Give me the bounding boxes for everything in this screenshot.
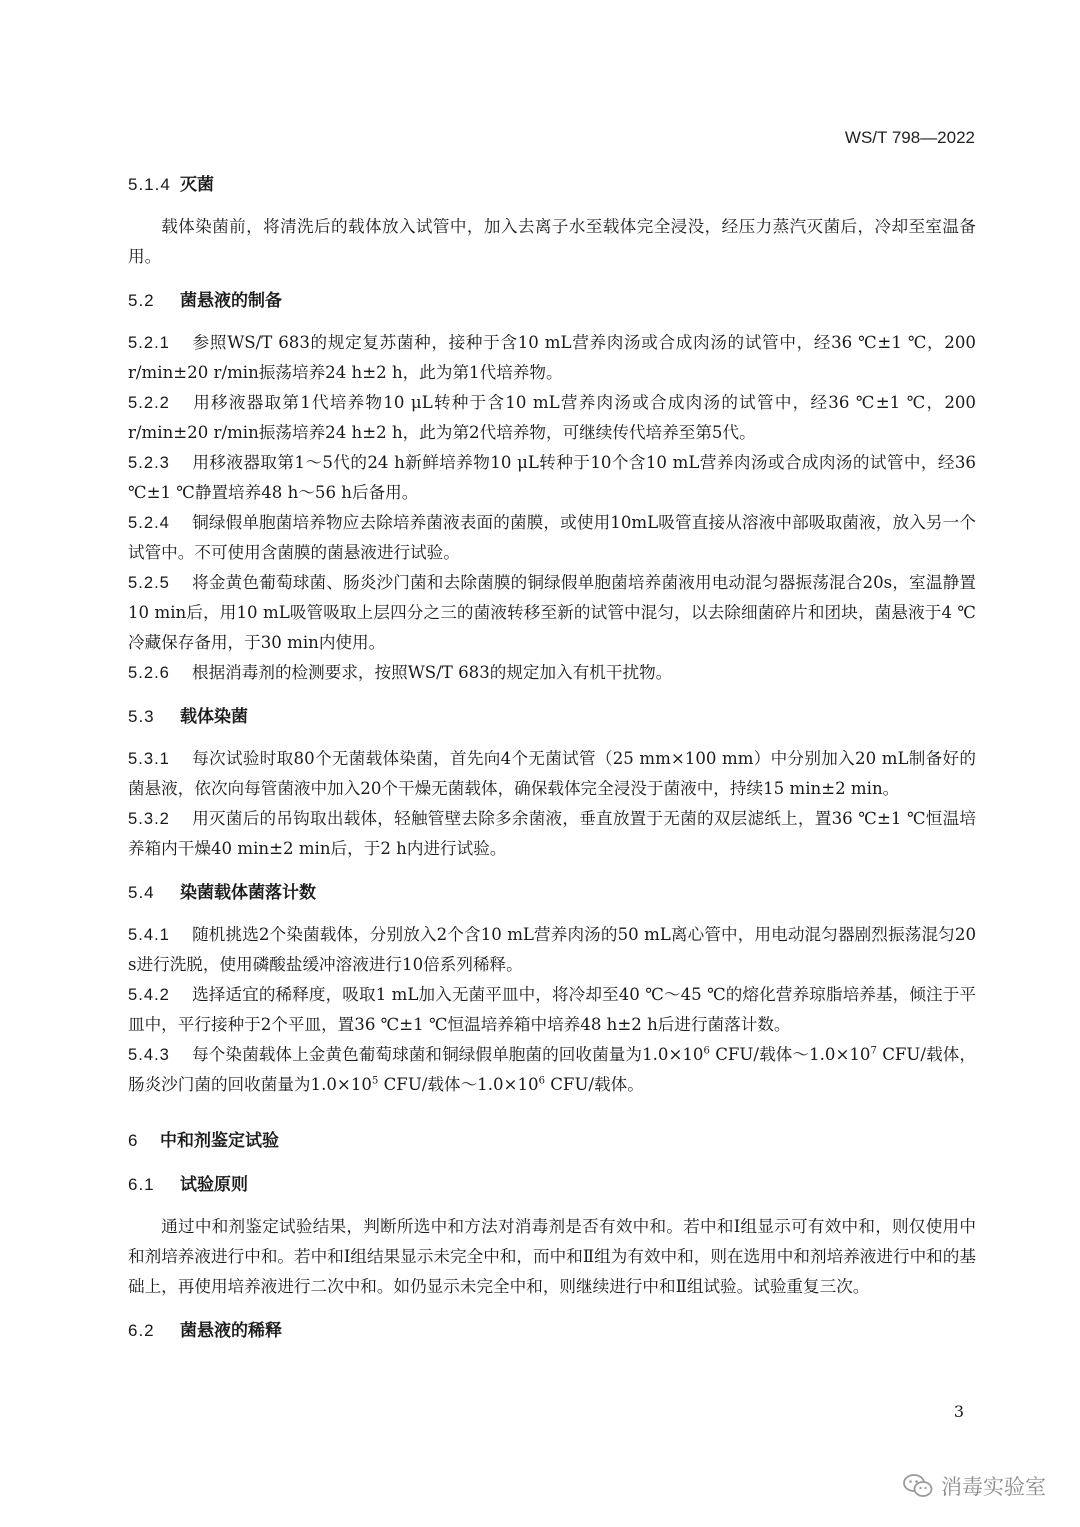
heading-6-2: 6.2 菌悬液的稀释 [128,1321,282,1341]
heading-5-2: 5.2 菌悬液的制备 [128,291,282,311]
heading-6-1: 6.1 试验原则 [128,1175,248,1195]
item-5-2-3: 5.2.3 用移液器取第1～5代的24 h新鲜培养物10 μL转种于10个含10 mL营养肉汤或合成肉汤的试管中，经36 ℃±1 ℃静置培养48 h～56 h后备用。 [128,453,976,502]
wechat-icon [903,1473,933,1499]
heading-5-4: 5.4 染菌载体菌落计数 [128,883,316,903]
item-5-2-5: 5.2.5 将金黄色葡萄球菌、肠炎沙门菌和去除菌膜的铜绿假单胞菌培养菌液用电动混匀器振荡混合20s，室温静置10 min后，用10 mL吸管吸取上层四分之三的菌液转移至新的试管中混匀，以去除细菌碎片和团块，菌悬液于4 ℃冷藏保存备用，于30 min内使用。 [128,573,976,652]
heading-6: 6 中和剂鉴定试验 [128,1131,279,1151]
item-5-2-1: 5.2.1 参照WS/T 683的规定复苏菌种，接种于含10 mL营养肉汤或合成肉汤的试管中，经36 ℃±1 ℃，200 r/min±20 r/min振荡培养24 h±2 h，此为第1代培养物。 [128,333,976,382]
item-5-4-3: 5.4.3 每个染菌载体上金黄色葡萄球菌和铜绿假单胞菌的回收菌量为$1.0\times 10^6$ CFU/载体$\sim 1.0\times 10^7$ CFU/载体，肠炎沙门菌的回收菌量为$1.0\times 10^5$ CFU/载体$\sim 1.0\times 10^6$ CFU/载体。 [128,1045,976,1094]
item-5-4-2: 5.4.2 选择适宜的稀释度，吸取1 mL加入无菌平皿中，将冷却至40 ℃～45 ℃的熔化营养琼脂培养基，倾注于平皿中，平行接种于2个平皿，置36 ℃±1 ℃恒温培养箱中培养48 h±2 h后进行菌落计数。 [128,985,976,1034]
item-5-3-2: 5.3.2 用灭菌后的吊钩取出载体，轻触管壁去除多余菌液，垂直放置于无菌的双层滤纸上，置36 ℃±1 ℃恒温培养箱内干燥40 min±2 min后，于2 h内进行试验。 [128,809,976,858]
page-content [128,170,976,1346]
paragraph-6-1: 通过中和剂鉴定试验结果，判断所选中和方法对消毒剂是否有效中和。若中和Ⅰ组显示可有效中和，则仅使用中和剂培养液进行中和。若中和Ⅰ组结果显示未完全中和，而中和Ⅱ组为有效中和，则在选用中和剂培养液进行中和的基础上，再使用培养液进行二次中和。如仍显示未完全中和，则继续进行中和Ⅱ组试验。试验重复三次。 [128,1217,976,1296]
paragraph-5-1-4: 载体染菌前，将清洗后的载体放入试管中，加入去离子水至载体完全浸没，经压力蒸汽灭菌后，冷却至室温备用。 [128,217,976,266]
item-5-2-2: 5.2.2 用移液器取第1代培养物10 μL转种于含10 mL营养肉汤或合成肉汤的试管中，经36 ℃±1 ℃，200 r/min±20 r/min振荡培养24 h±2 h，此为第2代培养物，可继续传代培养至第5代。 [128,393,976,442]
page-number: 3 [953,1402,964,1421]
standard-code: WS/T 798—2022 [844,128,975,147]
heading-5-3: 5.3 载体染菌 [128,707,248,727]
watermark-text: 消毒实验室 [941,1475,1046,1499]
item-5-4-1: 5.4.1 随机挑选2个染菌载体，分别放入2个含10 mL营养肉汤的50 mL离心管中，用电动混匀器剧烈振荡混匀20 s进行洗脱，使用磷酸盐缓冲溶液进行10倍系列稀释。 [128,925,976,974]
item-5-2-6: 5.2.6 根据消毒剂的检测要求，按照WS/T 683的规定加入有机干扰物。 [128,663,673,682]
wechat-watermark [903,1471,1046,1501]
item-5-3-1: 5.3.1 每次试验时取80个无菌载体染菌，首先向4个无菌试管（25 mm×100 mm）中分别加入20 mL制备好的菌悬液，依次向每管菌液中加入20个干燥无菌载体，确保载体完全浸没于菌液中，持续15 min±2 min。 [128,749,976,798]
heading-5-1-4: 5.1.4 灭菌 [128,175,214,195]
item-5-2-4: 5.2.4 铜绿假单胞菌培养物应去除培养菌液表面的菌膜，或使用10mL吸管直接从溶液中部吸取菌液，放入另一个试管中。不可使用含菌膜的菌悬液进行试验。 [128,513,976,562]
